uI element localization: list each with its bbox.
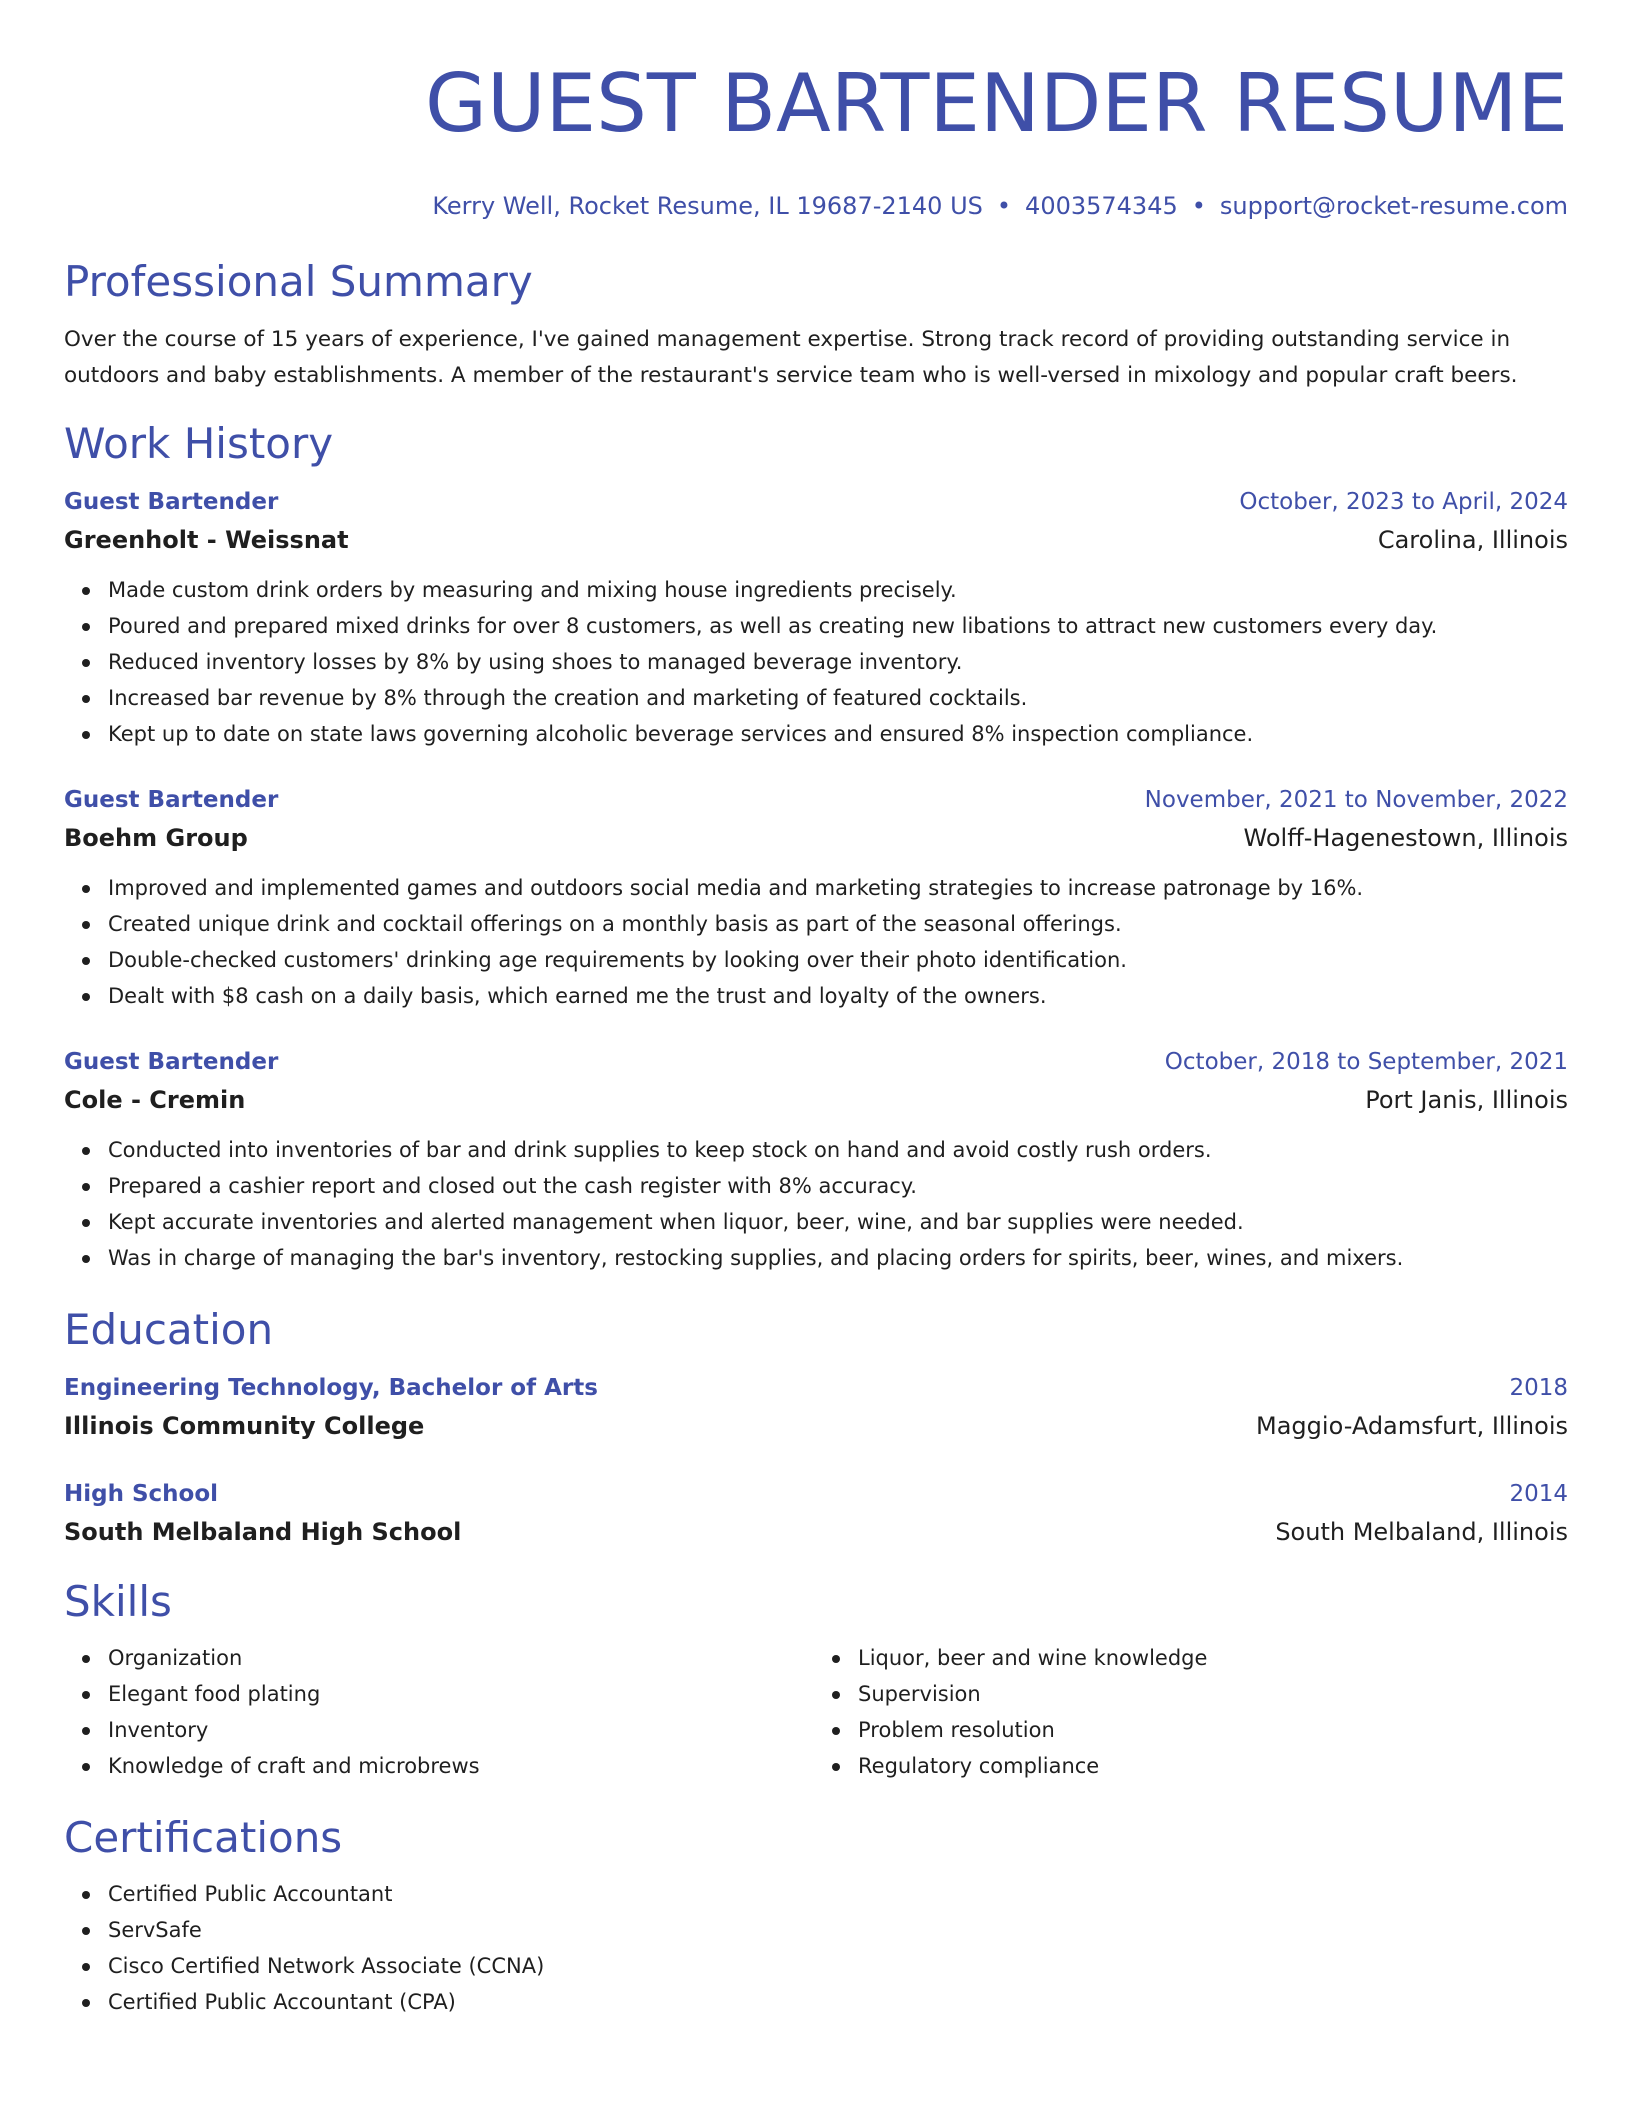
job-company: Cole - Cremin xyxy=(64,1086,246,1114)
list-item: Conducted into inventories of bar and drink supplies to keep stock on hand and avoid costly rush orders. xyxy=(78,1132,1568,1168)
contact-separator: • xyxy=(996,192,1012,220)
section-title-skills: Skills xyxy=(64,1577,172,1626)
job-dates: November, 2021 to November, 2022 xyxy=(1144,787,1568,813)
list-item: Supervision xyxy=(828,1676,1564,1712)
work-section xyxy=(64,418,1568,1276)
contact-phone: 4003574345 xyxy=(1025,192,1178,220)
education-location: South Melbaland, Illinois xyxy=(1275,1518,1568,1546)
list-item: Cisco Certified Network Associate (CCNA) xyxy=(78,1948,1568,1984)
contact-separator: • xyxy=(1191,192,1206,220)
list-item: Made custom drink orders by measuring and mixing house ingredients precisely. xyxy=(78,572,1568,608)
job-entry xyxy=(64,1044,1568,1276)
certifications-list xyxy=(64,1876,1568,2020)
list-item: Created unique drink and cocktail offerings on a monthly basis as part of the seasonal offerings. xyxy=(78,906,1568,942)
section-title-education: Education xyxy=(64,1305,274,1354)
job-company: Boehm Group xyxy=(64,824,248,852)
list-item: Problem resolution xyxy=(828,1712,1564,1748)
list-item: Kept accurate inventories and alerted management when liquor, beer, wine, and bar supplies were needed. xyxy=(78,1204,1568,1240)
job-entry xyxy=(64,782,1568,1014)
job-entry xyxy=(64,484,1568,752)
job-location: Wolff-Hagenestown, Illinois xyxy=(1243,824,1568,852)
list-item: Improved and implemented games and outdoors social media and marketing strategies to increase patronage by 16%. xyxy=(78,870,1568,906)
job-location: Carolina, Illinois xyxy=(1377,526,1568,554)
list-item: Poured and prepared mixed drinks for over 8 customers, as well as creating new libations to attract new customers every day. xyxy=(78,608,1568,644)
list-item: Inventory xyxy=(78,1712,814,1748)
list-item: Prepared a cashier report and closed out the cash register with 8% accuracy. xyxy=(78,1168,1568,1204)
summary-section xyxy=(64,256,1568,394)
list-item: Dealt with $8 cash on a daily basis, which earned me the trust and loyalty of the owners. xyxy=(78,978,1568,1014)
list-item: ServSafe xyxy=(78,1912,1568,1948)
section-title-summary: Professional Summary xyxy=(64,257,533,306)
education-year: 2014 xyxy=(1509,1481,1568,1507)
education-degree: Engineering Technology, Bachelor of Arts xyxy=(64,1375,598,1401)
list-item: Increased bar revenue by 8% through the creation and marketing of featured cocktails. xyxy=(78,680,1568,716)
resume-header xyxy=(64,56,1568,222)
list-item: Certified Public Accountant xyxy=(78,1876,1568,1912)
job-dates: October, 2023 to April, 2024 xyxy=(1239,489,1568,515)
education-entry xyxy=(64,1370,1568,1446)
contact-email[interactable]: support@rocket-resume.com xyxy=(1219,192,1568,220)
contact-line xyxy=(64,190,1568,222)
education-section xyxy=(64,1304,1568,1552)
job-location: Port Janis, Illinois xyxy=(1365,1086,1568,1114)
skills-grid xyxy=(64,1628,1568,1784)
education-degree: High School xyxy=(64,1481,219,1507)
list-item: Organization xyxy=(78,1640,814,1676)
job-dates: October, 2018 to September, 2021 xyxy=(1164,1049,1568,1075)
job-company: Greenholt - Weissnat xyxy=(64,526,349,554)
job-bullets xyxy=(64,1132,1568,1276)
skills-section xyxy=(64,1576,1568,1784)
section-title-work: Work History xyxy=(64,419,334,468)
education-location: Maggio-Adamsfurt, Illinois xyxy=(1256,1412,1568,1440)
job-bullets xyxy=(64,572,1568,752)
job-role: Guest Bartender xyxy=(64,489,279,515)
summary-text: Over the course of 15 years of experience, I've gained management expertise. Strong track record of providing outstanding service in outdoors and baby establishments. A member of the restaurant's service team who is well-versed in mixology and popular craft beers. xyxy=(64,327,1518,388)
list-item: Was in charge of managing the bar's inventory, restocking supplies, and placing orders for spirits, beer, wines, and mixers. xyxy=(78,1240,1568,1276)
job-bullets xyxy=(64,870,1568,1014)
education-school: South Melbaland High School xyxy=(64,1518,462,1546)
education-school: Illinois Community College xyxy=(64,1412,425,1440)
job-role: Guest Bartender xyxy=(64,787,279,813)
list-item: Regulatory compliance xyxy=(828,1748,1564,1784)
list-item: Knowledge of craft and microbrews xyxy=(78,1748,814,1784)
education-entry xyxy=(64,1476,1568,1552)
job-role: Guest Bartender xyxy=(64,1049,279,1075)
list-item: Liquor, beer and wine knowledge xyxy=(828,1640,1564,1676)
list-item: Reduced inventory losses by 8% by using shoes to managed beverage inventory. xyxy=(78,644,1568,680)
list-item: Double-checked customers' drinking age requirements by looking over their photo identification. xyxy=(78,942,1568,978)
certifications-section xyxy=(64,1812,1568,2020)
list-item: Elegant food plating xyxy=(78,1676,814,1712)
list-item: Certified Public Accountant (CPA) xyxy=(78,1984,1568,2020)
section-title-certifications: Certifications xyxy=(64,1813,343,1862)
list-item: Kept up to date on state laws governing alcoholic beverage services and ensured 8% inspection compliance. xyxy=(78,716,1568,752)
education-year: 2018 xyxy=(1509,1375,1568,1401)
resume-title: GUEST BARTENDER RESUME xyxy=(424,57,1568,150)
contact-address: Kerry Well, Rocket Resume, IL 19687-2140 US xyxy=(432,192,983,220)
skills-list-left xyxy=(64,1640,814,1784)
skills-list-right xyxy=(814,1640,1564,1784)
